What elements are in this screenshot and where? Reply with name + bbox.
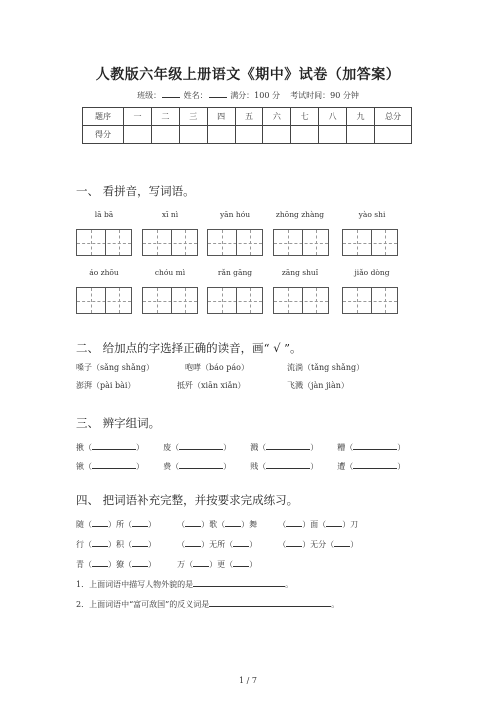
score-table-row	[83, 126, 412, 144]
score-cell[interactable]	[319, 126, 347, 144]
question-text: 1．上面词语中描写人物外貌的是	[76, 580, 194, 589]
answer-blank[interactable]	[92, 558, 108, 567]
score-cell[interactable]	[291, 126, 319, 144]
question-text: 2．上面词语中“富可敌国”的反义词是	[76, 600, 210, 609]
writing-box[interactable]	[142, 287, 198, 314]
char-prompt: 费（	[163, 462, 180, 471]
answer-blank[interactable]	[233, 558, 249, 567]
idiom-text: ）积（	[108, 540, 132, 549]
score-cell[interactable]	[151, 126, 179, 144]
answer-blank[interactable]	[286, 538, 302, 547]
writing-box[interactable]	[207, 287, 263, 314]
pinyin-label: áo zhōu	[89, 268, 119, 277]
char-prompt: 糟（	[337, 443, 354, 452]
char-prompt: 锹（	[76, 462, 92, 471]
answer-blank[interactable]	[132, 538, 148, 547]
answer-blank[interactable]	[266, 441, 310, 450]
writing-box[interactable]	[273, 229, 329, 256]
idiom-row	[76, 518, 358, 530]
paren: ）	[223, 462, 232, 471]
reading-choice[interactable]: 抵歼（xiān xiǎn）	[177, 381, 246, 390]
name-blank[interactable]	[209, 89, 227, 98]
char-prompt: 遭（	[337, 462, 354, 471]
idiom-text: ）歌（	[201, 520, 226, 529]
idiom-text: ）所（	[108, 520, 132, 529]
score-header-cell: 总分	[375, 108, 412, 126]
score-cell[interactable]	[179, 126, 207, 144]
idiom-text: ）更（	[209, 560, 234, 569]
paren: ）	[310, 462, 319, 471]
idiom-text: ）面（	[302, 520, 327, 529]
idiom-text: （	[177, 520, 186, 529]
name-label: 姓名：	[183, 91, 208, 100]
idiom-text: ）	[249, 540, 258, 549]
score-cell[interactable]	[235, 126, 263, 144]
answer-blank[interactable]	[353, 460, 397, 469]
answer-blank[interactable]	[179, 441, 223, 450]
paren: ）	[310, 443, 319, 452]
paren: ）	[397, 462, 406, 471]
answer-blank[interactable]	[92, 538, 108, 547]
answer-blank[interactable]	[193, 578, 285, 587]
idiom-text: ）獠（	[108, 560, 132, 569]
score-header-cell: 三	[179, 108, 207, 126]
char-prompt: 溅（	[250, 443, 267, 452]
score-header-cell: 四	[207, 108, 235, 126]
idiom-text: 行（	[76, 540, 92, 549]
paren: ）	[136, 462, 144, 471]
writing-box[interactable]	[342, 229, 398, 256]
answer-blank[interactable]	[92, 460, 136, 469]
score-cell[interactable]	[207, 126, 235, 144]
paren: ）	[223, 443, 232, 452]
idiom-row	[76, 538, 358, 550]
answer-blank[interactable]	[179, 460, 223, 469]
page-number: 1 / 7	[239, 676, 257, 685]
page-title: 人教版六年级上册语文《期中》试卷（加答案）	[95, 67, 401, 83]
answer-blank[interactable]	[334, 538, 350, 547]
score-header-cell: 一	[124, 108, 152, 126]
answer-blank[interactable]	[353, 441, 397, 450]
pinyin-label: zāng shuǐ	[281, 268, 319, 277]
score-cell[interactable]	[124, 126, 152, 144]
score-header-cell: 八	[319, 108, 347, 126]
score-cell[interactable]	[347, 126, 375, 144]
pinyin-label: lā bā	[94, 210, 114, 219]
reading-choice[interactable]: 流淌（tǎng shǎng）	[287, 363, 365, 372]
answer-blank[interactable]	[92, 518, 108, 527]
exam-info	[0, 89, 496, 101]
answer-blank[interactable]	[92, 441, 136, 450]
paren: ）	[136, 443, 144, 452]
idiom-text: 青（	[76, 560, 92, 569]
score-cell[interactable]	[263, 126, 291, 144]
idiom-text: 万（	[177, 560, 194, 569]
char-prompt: 废（	[163, 443, 180, 452]
answer-blank[interactable]	[286, 518, 302, 527]
pinyin-label: jiǎo dòng	[354, 268, 390, 277]
idiom-text: ）无分（	[302, 540, 335, 549]
writing-box[interactable]	[76, 229, 132, 256]
period: 。	[285, 580, 294, 589]
pinyin-label: xī nì	[161, 210, 179, 219]
period: 。	[331, 600, 340, 609]
pinyin-label: yān hóu	[219, 210, 251, 219]
answer-blank[interactable]	[132, 558, 148, 567]
answer-blank[interactable]	[326, 518, 342, 527]
idiom-text: （	[177, 540, 186, 549]
answer-blank[interactable]	[193, 558, 209, 567]
idiom-text: ）舞	[241, 520, 258, 529]
answer-blank[interactable]	[185, 518, 201, 527]
reading-choice[interactable]: 嗓子（sǎng shǎng）	[76, 363, 154, 372]
answer-blank[interactable]	[266, 460, 310, 469]
idiom-text: ）	[148, 560, 156, 569]
score-table-header-row	[83, 108, 412, 126]
idiom-text: ）无所（	[201, 540, 234, 549]
class-label: 班级：	[137, 91, 162, 100]
section-4-title: 四、 把词语补充完整，并按要求完成练习。	[76, 493, 299, 507]
reading-choice[interactable]: 飞溅（jàn jiàn）	[287, 381, 349, 390]
idiom-text: ）	[350, 540, 359, 549]
score-header-cell: 五	[235, 108, 263, 126]
idiom-row	[76, 558, 257, 570]
answer-blank[interactable]	[209, 598, 331, 607]
score-label: 满分：100 分	[230, 91, 280, 100]
idiom-text: ）刀	[342, 520, 359, 529]
pinyin-label: chóu mì	[154, 268, 186, 277]
section-1-title: 一、 看拼音，写词语。	[76, 184, 195, 198]
section-2-title: 二、 给加点的字选择正确的读音，画“ √ ”。	[76, 341, 302, 355]
writing-box[interactable]	[273, 287, 329, 314]
answer-blank[interactable]	[225, 518, 241, 527]
paren: ）	[397, 443, 406, 452]
pinyin-label: yào shi	[358, 210, 386, 219]
question-2	[76, 598, 339, 610]
idiom-text: ）	[249, 560, 258, 569]
idiom-text: （	[278, 540, 287, 549]
idiom-text: 随（	[76, 520, 92, 529]
idiom-text: ）	[148, 520, 156, 529]
writing-box[interactable]	[207, 229, 263, 256]
writing-box[interactable]	[76, 287, 132, 314]
reading-choice[interactable]: 澎湃（pài bài）	[76, 381, 136, 390]
score-header-cell: 七	[291, 108, 319, 126]
class-blank[interactable]	[162, 89, 180, 98]
section-3-title: 三、 辨字组词。	[76, 416, 161, 430]
answer-blank[interactable]	[185, 538, 201, 547]
score-header-cell: 题序	[83, 108, 124, 126]
question-1	[76, 578, 293, 590]
score-header-cell: 九	[347, 108, 375, 126]
char-prompt: 贱（	[250, 462, 267, 471]
answer-blank[interactable]	[233, 538, 249, 547]
score-header-cell: 六	[263, 108, 291, 126]
time-label: 考试时间：90 分钟	[290, 91, 359, 100]
pinyin-label: rǎn gāng	[217, 268, 253, 277]
score-header-cell: 二	[151, 108, 179, 126]
idiom-text: ）	[148, 540, 156, 549]
reading-choice[interactable]: 咆哮（báo páo）	[185, 363, 249, 372]
pinyin-label: zhōng zhàng	[275, 210, 325, 219]
score-row-label: 得分	[83, 126, 124, 144]
char-prompt: 揪（	[76, 443, 92, 452]
writing-box[interactable]	[142, 229, 198, 256]
word-group-line	[76, 441, 405, 453]
score-cell[interactable]	[375, 126, 412, 144]
idiom-text: （	[278, 520, 287, 529]
writing-box[interactable]	[342, 287, 398, 314]
score-table	[82, 107, 412, 144]
word-group-line	[76, 460, 405, 472]
answer-blank[interactable]	[132, 518, 148, 527]
